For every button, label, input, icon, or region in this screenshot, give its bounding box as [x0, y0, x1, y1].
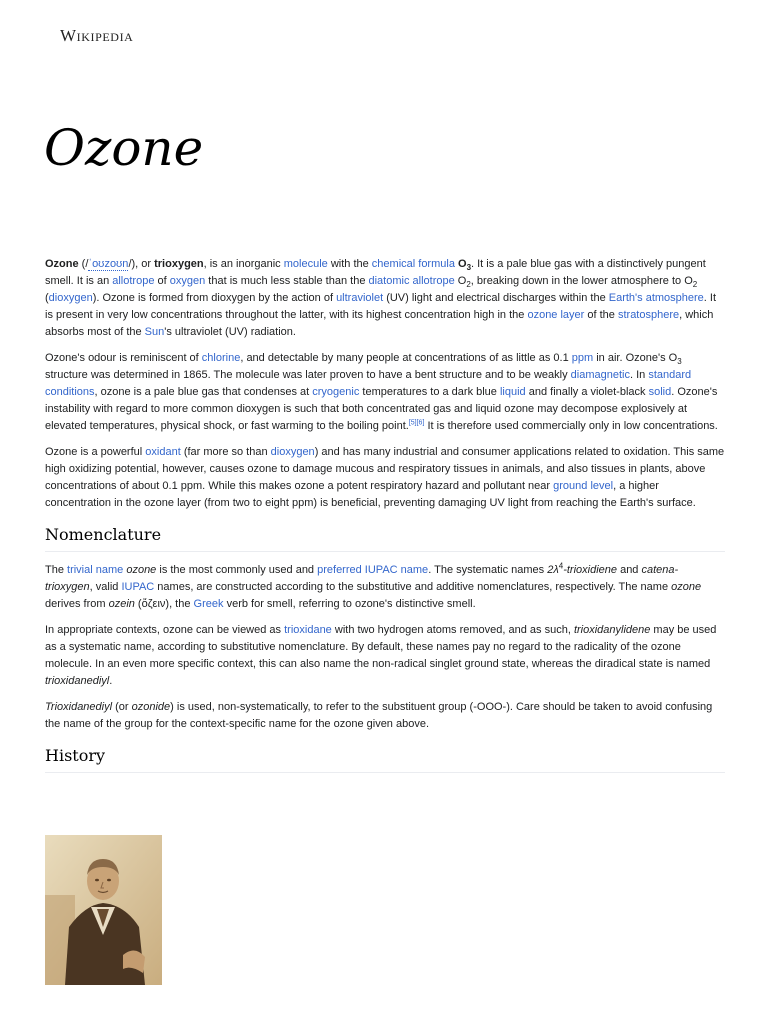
text: with two hydrogen atoms removed, and as such, — [331, 624, 574, 636]
link-stratosphere[interactable]: stratosphere — [617, 309, 680, 321]
text: structure was determined in 1865. The molecule was later proven to have a bent structure and to be weakly — [45, 369, 571, 381]
link-molecule[interactable]: molecule — [283, 258, 328, 270]
italic-term: catena-trioxygen — [45, 564, 679, 593]
italic-term: ozone — [671, 581, 702, 593]
italic-term: Trioxidanediyl — [45, 701, 113, 713]
citation-link-5[interactable]: [5] — [408, 419, 417, 427]
text: ) and has many industrial and consumer applications related to oxidation. This same high oxidizing potential, however, causes ozone to damage mucous and respiratory tissues in animals, and also tissues in plants, above concentrations of about 0.1 ppm. While this makes ozone a potent respiratory hazard and pollutant near — [45, 446, 725, 492]
link-diatomic-allotrope[interactable]: diatomic allotrope — [368, 275, 455, 287]
text: In appropriate contexts, ozone can be viewed as — [45, 624, 285, 636]
link-sun[interactable]: Sun — [144, 326, 165, 338]
section-heading-history: History — [45, 747, 725, 773]
subscript: 2 — [692, 280, 698, 290]
ipa-pronunciation-link[interactable]: ˈoʊzoʊn — [88, 258, 129, 270]
subscript: 3 — [466, 263, 472, 273]
text: and finally a violet-black — [525, 386, 649, 398]
text: may be used as a systematic name, according to substitutive nomenclature. By default, these names pay no regard to the radicality of the ozone molecule. In an even more specific context, this can also name the non-radical singlet ground state, whereas the diradical state is named — [45, 624, 717, 670]
text: It is therefore used commercially only in low concentrations. — [424, 420, 718, 432]
lead-paragraph-1 — [45, 256, 725, 341]
text: , is an inorganic — [203, 258, 284, 270]
text: . — [109, 675, 113, 687]
link-solid[interactable]: solid — [648, 386, 672, 398]
link-trioxidane[interactable]: trioxidane — [284, 624, 332, 636]
text: , breaking down in the lower atmosphere to O — [470, 275, 693, 287]
text: , valid — [89, 581, 122, 593]
citation-link-6[interactable]: [6] — [416, 419, 425, 427]
italic-term: trioxidanediyl — [45, 675, 110, 687]
link-dioxygen[interactable]: dioxygen — [48, 292, 93, 304]
link-greek[interactable]: Greek — [193, 598, 224, 610]
link-oxygen[interactable]: oxygen — [169, 275, 206, 287]
text: names, are constructed according to the substitutive and additive nomenclatures, respectively. The name — [154, 581, 672, 593]
link-ppm[interactable]: ppm — [571, 352, 594, 364]
link-preferred-iupac-name[interactable]: preferred IUPAC name — [317, 564, 429, 576]
text: , ozone is a pale blue gas that condenses at — [94, 386, 313, 398]
link-ground-level[interactable]: ground level — [553, 480, 614, 492]
text: Ozone is a powerful — [45, 446, 146, 458]
text: . It is a pale blue gas with a distinctively pungent smell. It is an — [45, 258, 706, 287]
subscript: 3 — [677, 357, 682, 367]
link-ozone-layer[interactable]: ozone layer — [527, 309, 585, 321]
superscript: 4 — [558, 561, 564, 571]
text: (UV) light and electrical discharges within the — [383, 292, 609, 304]
text: with the — [327, 258, 372, 270]
italic-term: trioxidanylidene — [573, 624, 651, 636]
link-liquid[interactable]: liquid — [499, 386, 526, 398]
text: , a higher concentration in the ozone layer (from two to eight ppm) is beneficial, preventing damaging UV light from reaching the Earth's surface. — [45, 480, 696, 509]
section-heading-nomenclature: Nomenclature — [45, 526, 725, 552]
text: . In — [629, 369, 649, 381]
text: . The systematic names — [428, 564, 548, 576]
article-body — [45, 256, 725, 783]
link-chemical-formula[interactable]: chemical formula — [371, 258, 455, 270]
text: (ὄζειν), the — [134, 598, 194, 610]
link-oxidant[interactable]: oxidant — [145, 446, 181, 458]
italic-term: -trioxidiene — [563, 564, 618, 576]
text: and — [617, 564, 642, 576]
page-title: Ozone — [44, 119, 204, 177]
text: that is much less stable than the — [205, 275, 369, 287]
text: ). Ozone is formed from dioxygen by the action of — [92, 292, 337, 304]
text: /), or — [128, 258, 155, 270]
link-cryogenic[interactable]: cryogenic — [312, 386, 360, 398]
nomenclature-paragraph-2 — [45, 622, 725, 690]
text: 's ultraviolet (UV) radiation. — [164, 326, 296, 338]
link-iupac[interactable]: IUPAC — [121, 581, 155, 593]
text: is the most commonly used and — [156, 564, 318, 576]
link-trivial-name[interactable]: trivial name — [67, 564, 124, 576]
term-ozone: Ozone — [45, 258, 79, 270]
italic-term: ozone — [126, 564, 157, 576]
text: (/ — [78, 258, 89, 270]
subscript: 2 — [466, 280, 471, 290]
portrait-illustration — [45, 835, 162, 985]
text: . It is present in very low concentrations throughout the latter, with its highest concentration high in the — [45, 292, 717, 321]
text: , which absorbs most of the — [45, 309, 714, 338]
text: O — [454, 275, 467, 287]
italic-term: 2λ — [547, 564, 559, 576]
text: (far more so than — [180, 446, 271, 458]
term-trioxygen: trioxygen — [154, 258, 204, 270]
text: derives from — [45, 598, 109, 610]
wikipedia-logo[interactable]: Wikipedia — [60, 26, 134, 45]
italic-term: ozein — [108, 598, 135, 610]
italic-term: ozonide — [131, 701, 171, 713]
formula-o3 — [458, 258, 472, 273]
text: . Ozone's instability with regard to more common dioxygen is such that both concentrated gas and liquid ozone may decompose explosively at elevated temperatures, physical shock, or fast warming to the boiling point. — [45, 386, 718, 432]
text: , and detectable by many people at concentrations of as little as 0.1 — [240, 352, 572, 364]
text: of — [154, 275, 170, 287]
nomenclature-paragraph-3 — [45, 699, 725, 733]
link-dioxygen[interactable]: dioxygen — [270, 446, 315, 458]
text: (or — [112, 701, 132, 713]
text: temperatures to a dark blue — [359, 386, 500, 398]
nomenclature-paragraph-1 — [45, 562, 725, 613]
history-portrait-image[interactable] — [45, 835, 162, 985]
text: verb for smell, referring to ozone's distinctive smell. — [223, 598, 476, 610]
lead-paragraph-2 — [45, 350, 725, 435]
text: of the — [584, 309, 618, 321]
text: in air. Ozone's O — [593, 352, 678, 364]
link-standard-conditions[interactable]: standard conditions — [45, 369, 692, 398]
text: The — [45, 564, 68, 576]
link-ultraviolet[interactable]: ultraviolet — [336, 292, 384, 304]
text: ( — [45, 292, 49, 304]
text: Ozone's odour is reminiscent of — [45, 352, 202, 364]
text: ) is used, non-systematically, to refer to the substituent group (-OOO-). Care should be taken to avoid confusing the name of the group for the context-specific name for the ozone given above. — [45, 701, 713, 730]
text: O — [458, 258, 467, 270]
link-chlorine[interactable]: chlorine — [201, 352, 241, 364]
link-allotrope[interactable]: allotrope — [112, 275, 155, 287]
link-diamagnetic[interactable]: diamagnetic — [570, 369, 630, 381]
link-earths-atmosphere[interactable]: Earth's atmosphere — [608, 292, 704, 304]
lead-paragraph-3 — [45, 444, 725, 512]
